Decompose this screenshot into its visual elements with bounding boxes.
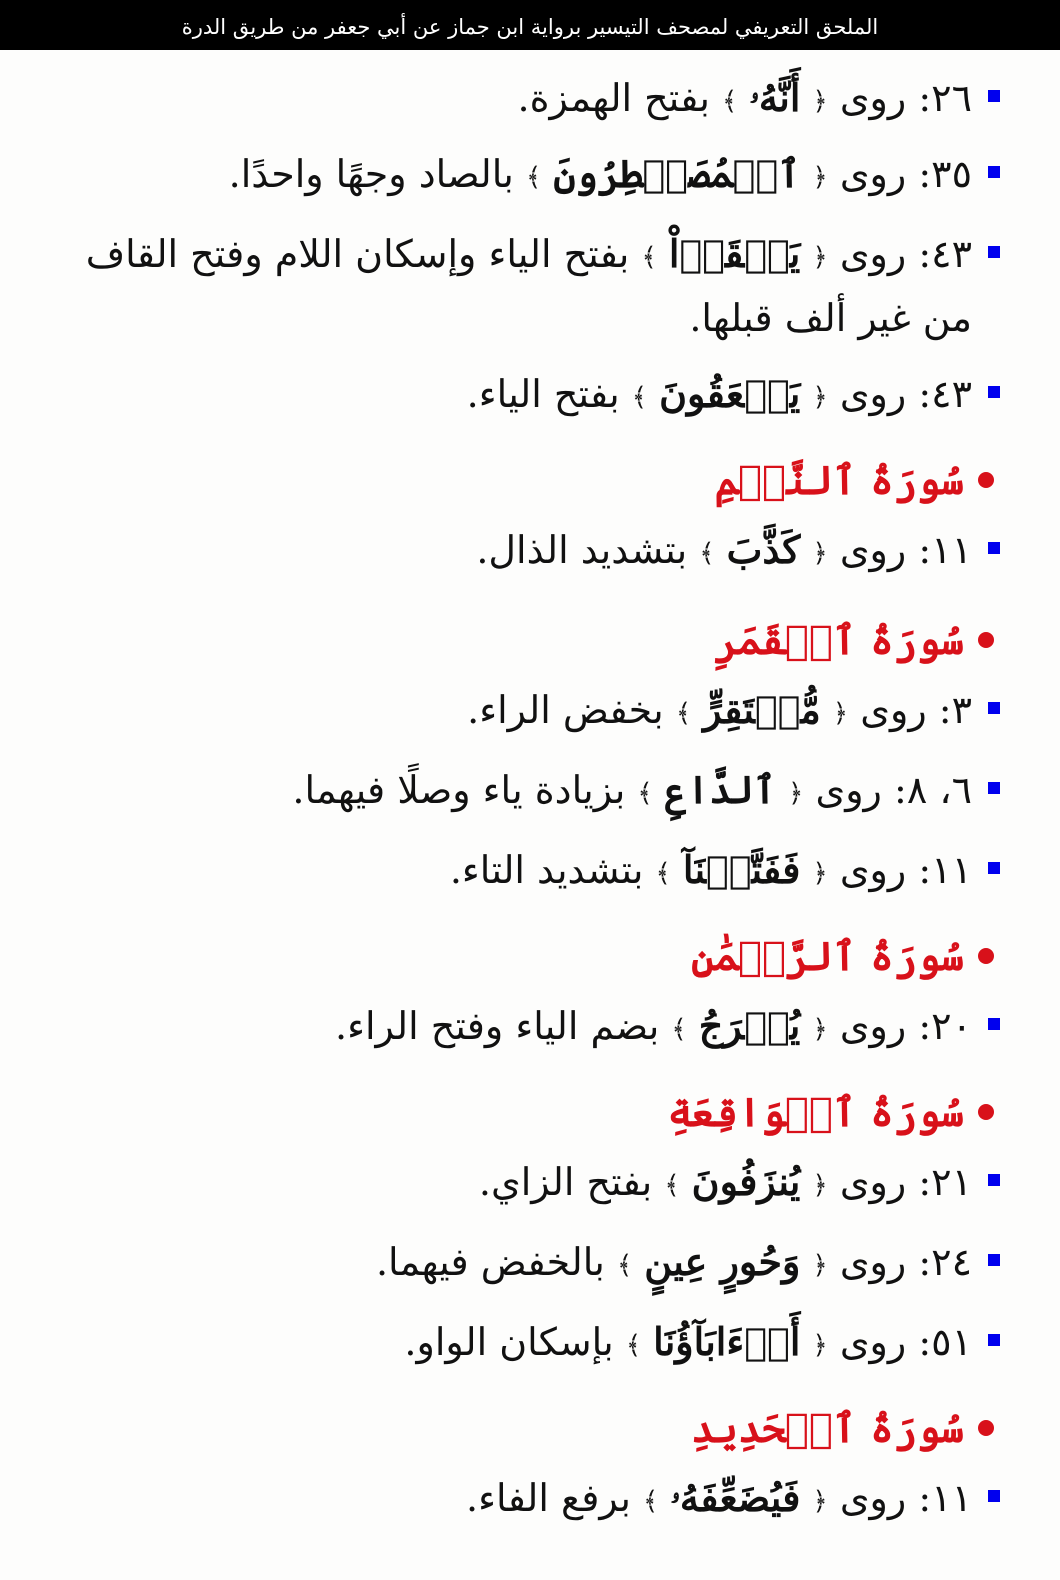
quran-word: يُنزَفُونَ xyxy=(691,1159,801,1204)
quran-word: كَذَّبَ xyxy=(726,527,801,572)
ornament-open: ﴿ xyxy=(812,1250,828,1281)
surah-heading xyxy=(30,440,1000,520)
quran-word: يَلۡقَوۡاْ xyxy=(668,231,801,276)
ornament-close: ﴾ xyxy=(637,778,653,809)
ornament-open: ﴿ xyxy=(812,162,828,193)
red-dot-icon xyxy=(978,1104,994,1120)
list-item: ١١: روى ﴿ فَفَتَّحۡنَآ ﴾ بتشديد التاء. xyxy=(30,840,1000,916)
ornament-open: ﴿ xyxy=(812,538,828,569)
square-bullet-icon xyxy=(988,166,1000,178)
list-item: ٤٣: روى ﴿ يَصۡعَقُونَ ﴾ بفتح الياء. xyxy=(30,364,1000,440)
header-title: الملحق التعريفي لمصحف التيسير برواية ابن جماز عن أبي جعفر من طريق الدرة xyxy=(181,15,879,39)
list-item: ١١: روى ﴿ كَذَّبَ ﴾ بتشديد الذال. xyxy=(30,520,1000,600)
ornament-close: ﴾ xyxy=(671,1014,687,1045)
ornament-open: ﴿ xyxy=(832,698,849,729)
ornament-close: ﴾ xyxy=(675,698,692,729)
list-item: ٢٦: روى ﴿ أَنَّهُۥ ﴾ بفتح الهمزة. xyxy=(30,68,1000,144)
ornament-close: ﴾ xyxy=(643,1486,659,1517)
surah-title: سُورَةُ ٱلۡوَاقِعَةِ xyxy=(667,1088,964,1136)
square-bullet-icon xyxy=(988,542,1000,554)
square-bullet-icon xyxy=(988,90,1000,102)
ornament-close: ﴾ xyxy=(699,538,715,569)
red-dot-icon xyxy=(978,632,994,648)
square-bullet-icon xyxy=(988,1174,1000,1186)
list-item: ١١: روى ﴿ فَيُضَعِّفَهُۥ ﴾ برفع الفاء. xyxy=(30,1468,1000,1544)
square-bullet-icon xyxy=(988,246,1000,258)
ornament-close: ﴾ xyxy=(616,1250,633,1281)
quran-word: فَفَتَّحۡنَآ xyxy=(682,847,801,892)
ornament-open: ﴿ xyxy=(788,778,804,809)
surah-title: سُورَةُ ٱلۡحَدِيدِ xyxy=(691,1404,964,1452)
square-bullet-icon xyxy=(988,782,1000,794)
square-bullet-icon xyxy=(988,1018,1000,1030)
ornament-open: ﴿ xyxy=(812,1014,828,1045)
surah-heading xyxy=(30,1072,1000,1152)
list-item: ٣: روى ﴿ مُّسۡتَقِرٍّ ﴾ بخفض الراء. xyxy=(30,680,1000,760)
surah-heading xyxy=(30,916,1000,996)
red-dot-icon xyxy=(978,948,994,964)
list-item: ٢٤: روى ﴿ وَحُورٍ عِينٍ ﴾ بالخفض فيهما. xyxy=(30,1232,1000,1312)
quran-word: مُّسۡتَقِرٍّ xyxy=(703,687,821,732)
list-item: ٢٠: روى ﴿ يُخۡرَجُ ﴾ بضم الياء وفتح الراء. xyxy=(30,996,1000,1072)
page-header xyxy=(0,0,1060,50)
ornament-open: ﴿ xyxy=(812,858,828,889)
red-dot-icon xyxy=(978,472,994,488)
ornament-open: ﴿ xyxy=(812,1170,828,1201)
square-bullet-icon xyxy=(988,1254,1000,1266)
list-item: ٣٥: روى ﴿ ٱلۡمُصَيۡطِرُونَ ﴾ بالصاد وجهًا واحدًا. xyxy=(30,144,1000,224)
quran-word: وَحُورٍ عِينٍ xyxy=(644,1239,801,1284)
quran-word: ٱلدَّاعِ xyxy=(664,767,777,812)
quran-word: أَوۡءَابَآؤُنَا xyxy=(653,1319,801,1364)
list-item: ٦، ٨: روى ﴿ ٱلدَّاعِ ﴾ بزيادة ياء وصلًا فيهما. xyxy=(30,760,1000,840)
quran-word: أَنَّهُۥ xyxy=(749,75,801,120)
surah-heading xyxy=(30,600,1000,680)
ornament-close: ﴾ xyxy=(664,1170,680,1201)
surah-title: سُورَةُ ٱلرَّحۡمَٰنِ xyxy=(691,932,964,980)
quran-word: يَصۡعَقُونَ xyxy=(659,371,801,416)
square-bullet-icon xyxy=(988,862,1000,874)
ornament-close: ﴾ xyxy=(641,242,657,273)
ornament-close: ﴾ xyxy=(631,382,648,413)
ornament-close: ﴾ xyxy=(655,858,671,889)
ornament-open: ﴿ xyxy=(812,86,828,117)
surah-title: سُورَةُ ٱلۡقَمَرِ xyxy=(714,616,964,664)
ornament-open: ﴿ xyxy=(812,242,828,273)
square-bullet-icon xyxy=(988,1334,1000,1346)
quran-word: فَيُضَعِّفَهُۥ xyxy=(670,1475,801,1520)
list-item: ٥١: روى ﴿ أَوۡءَابَآؤُنَا ﴾ بإسكان الواو. xyxy=(30,1312,1000,1388)
red-dot-icon xyxy=(978,1420,994,1436)
ornament-close: ﴾ xyxy=(525,162,542,193)
surah-heading xyxy=(30,1388,1000,1468)
surah-title: سُورَةُ ٱلنَّجۡمِ xyxy=(714,456,964,504)
square-bullet-icon xyxy=(988,1490,1000,1502)
ornament-open: ﴿ xyxy=(812,382,828,413)
ornament-close: ﴾ xyxy=(625,1330,642,1361)
quran-word: ٱلۡمُصَيۡطِرُونَ xyxy=(553,151,801,196)
ornament-open: ﴿ xyxy=(812,1486,828,1517)
square-bullet-icon xyxy=(988,386,1000,398)
list-item: ٤٣: روى ﴿ يَلۡقَوۡاْ ﴾ بفتح الياء وإسكان اللام وفتح القاف من غير ألف قبلها. xyxy=(30,224,1000,364)
content xyxy=(0,68,1060,1544)
ornament-open: ﴿ xyxy=(812,1330,828,1361)
list-item: ٢١: روى ﴿ يُنزَفُونَ ﴾ بفتح الزاي. xyxy=(30,1152,1000,1232)
ornament-close: ﴾ xyxy=(722,86,738,117)
quran-word: يُخۡرَجُ xyxy=(698,1003,801,1048)
square-bullet-icon xyxy=(988,702,1000,714)
